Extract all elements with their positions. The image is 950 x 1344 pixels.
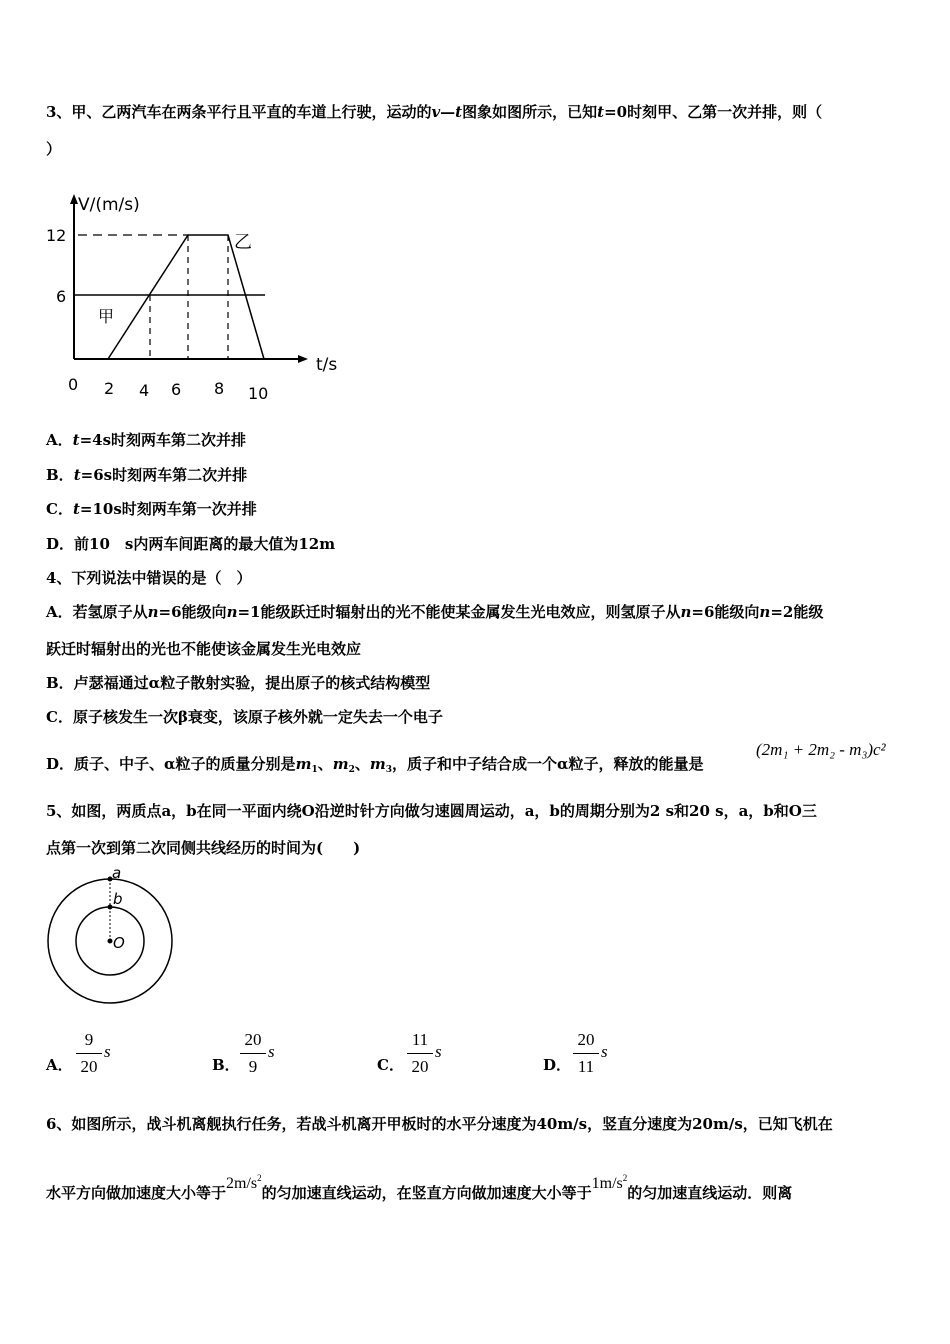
q4-option-a-line2: 跃迁时辐射出的光也不能使该金属发生光电效应 [46,640,362,658]
point-b [108,905,113,910]
q4-option-c: C．原子核发生一次β衰变，该原子核外就一定失去一个电子 [46,708,443,726]
q5-stem-line2: 点第一次到第二次同侧共线经历的时间为( ) [46,839,361,857]
q5-option-c-letter: C． [377,1056,404,1074]
q5-option-d-letter: D． [543,1056,572,1074]
q6-stem-line1: 6、如图所示，战斗机离舰执行任务，若战斗机离开甲板时的水平分速度为40m/s，竖直分速度为20m/s，已知飞机在 [46,1115,833,1133]
q5-option-a-fraction: 9 20 s [76,1030,102,1077]
tick-y-6: 6 [56,287,67,306]
label-yi: 乙 [234,232,252,253]
label-jia: 甲 [98,307,115,326]
y-axis-arrow [70,194,78,204]
x-axis-arrow [298,355,308,363]
label-a: a [112,866,122,882]
q3-option-c: C．t=10s时刻两车第一次并排 [46,500,257,518]
tick-y-12: 12 [46,226,67,245]
point-o [108,939,113,944]
tick-x-6: 6 [171,380,182,399]
label-o: O [113,934,125,952]
q4-stem: 4、下列说法中错误的是（ ） [46,569,252,587]
yi-line [108,235,264,359]
q4-option-b: B．卢瑟福通过α粒子散射实验，提出原子的核式结构模型 [46,674,431,692]
q5-option-c-fraction: 11 20 s [407,1030,433,1077]
q3-option-a: A．t=4s时刻两车第二次并排 [46,431,247,449]
q3-vt-graph [40,188,360,410]
q5-option-b-fraction: 20 9 s [240,1030,266,1077]
q4-option-d: D．质子、中子、α粒子的质量分别是$m_1$、$m_2$、$m_3$，质子和中子结合成一个α粒子，释放的能量是 [46,755,704,775]
label-b: b [113,890,123,908]
tick-x-8: 8 [214,379,225,398]
tick-x-0: 0 [68,375,79,394]
q5-option-a-letter: A． [46,1056,73,1074]
tick-x-2: 2 [104,379,115,398]
tick-x-4: 4 [139,381,150,400]
q5-option-d-fraction: 20 11 s [573,1030,599,1077]
q5-option-b-letter: B． [212,1056,240,1074]
q4-option-a-line1: A．若氢原子从n=6能级向n=1能级跃迁时辐射出的光不能使某金属发生光电效应，则氢原子从n=6能级向n=2能级 [46,603,824,621]
q4-energy-formula: (2m₁ + 2m₂ - m₃)c² [756,740,886,759]
x-axis-label: t/s [316,355,338,375]
q3-option-d: D．前10 s内两车间距离的最大值为12m [46,535,336,553]
q3-stem-line1: 3、甲、乙两汽车在两条平行且平直的车道上行驶，运动的v—t图象如图所示，已知t=0时刻甲、乙第一次并排，则（ [46,103,823,121]
q3-stem-line2: ） [46,140,62,158]
y-axis-label: V/(m/s) [78,195,140,215]
q5-stem-line1: 5、如图，两质点a，b在同一平面内绕O沿逆时针方向做匀速圆周运动，a，b的周期分别为2 s和20 s，a，b和O三 [46,802,817,820]
q5-circles-figure [40,866,180,1006]
tick-x-10: 10 [248,384,269,403]
q3-option-b: B．t=6s时刻两车第二次并排 [46,466,248,484]
q6-stem-line2: 水平方向做加速度大小等于$2m/s^2$的匀加速直线运动，在竖直方向做加速度大小等于$1m/s^2$的匀加速直线运动．则离 [46,1173,793,1202]
